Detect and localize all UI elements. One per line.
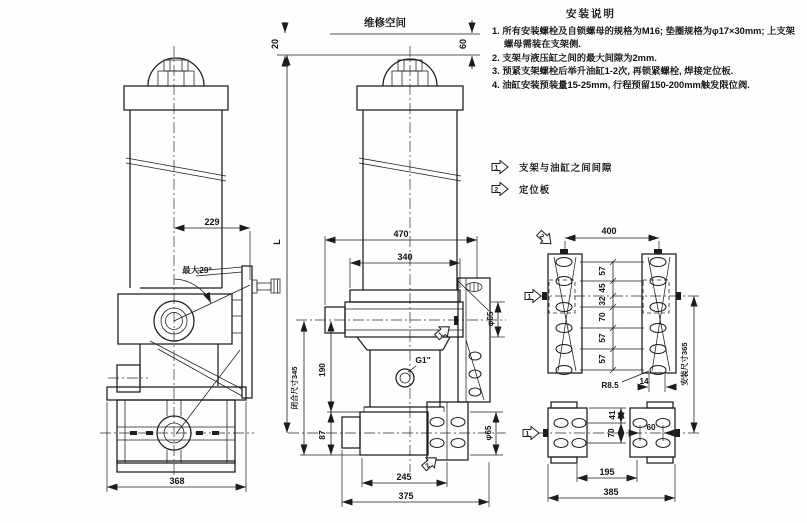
legend-item-plate xyxy=(491,181,612,196)
lower-mount-tube xyxy=(360,412,428,455)
dim-chain-4: 57 xyxy=(598,333,607,343)
callout-locating-plate-lower xyxy=(420,453,441,473)
cylinder-side-view xyxy=(100,46,280,492)
dim-87: 87 xyxy=(318,430,327,440)
dim-L: L xyxy=(272,239,282,245)
callout-gap-bracket xyxy=(523,427,539,440)
max-angle-label: 最大29° xyxy=(182,265,212,275)
base-top-plate xyxy=(107,387,246,400)
callout-locating-plate-top xyxy=(535,228,556,248)
mounting-brackets-view xyxy=(523,402,700,502)
cylinder-head-collar xyxy=(124,86,228,110)
bracket-left xyxy=(548,408,587,457)
dim-chain-5: 57 xyxy=(598,354,607,364)
dim-14: 14 xyxy=(639,377,649,386)
note-item-2: 2. 支架与液压缸之间的最大间隙为2mm. xyxy=(492,52,657,63)
note-item-3: 3. 预紧支架螺栓后举升油缸1-2次, 再锁紧螺栓, 焊接定位板. xyxy=(492,66,734,77)
dim-229: 229 xyxy=(204,217,220,227)
dim-385: 385 xyxy=(603,487,619,497)
dim-470: 470 xyxy=(393,229,409,239)
dim-chain-1: 45 xyxy=(598,283,607,293)
dim-service-height: 60 xyxy=(458,38,468,50)
installation-notes xyxy=(492,6,795,92)
callout-gap-left xyxy=(525,290,541,303)
dim-closed-345: 闭合尺寸345 xyxy=(290,366,299,410)
limit-valve-block xyxy=(117,365,140,392)
notes-title: 安装说明 xyxy=(566,8,616,20)
note-item-4: 4. 油缸安装预装量15-25mm, 行程预留150-200mm触发限位阀. xyxy=(492,79,750,90)
legend-item-gap xyxy=(491,159,612,174)
callout-arrow-icon xyxy=(491,182,510,196)
callout-gap-trunnion xyxy=(433,322,454,342)
svg-text:1: 1 xyxy=(494,164,499,172)
dim-60: 60 xyxy=(646,423,656,432)
legend-label-plate: 定位板 xyxy=(519,183,551,195)
dim-install-365: 安装尺寸365 xyxy=(680,342,689,386)
dim-70: 70 xyxy=(607,428,616,438)
dim-400: 400 xyxy=(601,226,617,236)
dim-dia65-trunnion: φ65 xyxy=(486,311,495,327)
maintenance-space-annotation xyxy=(270,16,480,69)
cylinder-front-view xyxy=(272,46,506,507)
dim-375: 375 xyxy=(398,491,414,501)
support-plate-edge xyxy=(242,266,252,398)
svg-text:1: 1 xyxy=(525,430,530,438)
maintenance-space-label: 维修空间 xyxy=(364,17,406,29)
dim-195: 195 xyxy=(599,467,615,477)
svg-text:2: 2 xyxy=(494,186,499,194)
locating-plate-lower xyxy=(427,402,468,460)
dim-chain-2: 32 xyxy=(598,296,607,306)
port-label: G1" xyxy=(415,355,431,365)
clamp-bolt xyxy=(252,279,280,293)
callout-arrow-icon xyxy=(491,160,510,174)
dim-dia65-tube: φ65 xyxy=(484,425,493,441)
dim-41: 41 xyxy=(608,410,617,420)
slot-holes xyxy=(556,258,666,375)
rod-eye-dome xyxy=(148,58,204,86)
svg-text:1: 1 xyxy=(437,331,445,339)
dim-r85: R8.5 xyxy=(601,381,619,390)
dim-245: 245 xyxy=(396,472,412,482)
svg-text:2: 2 xyxy=(424,462,432,470)
callout-legend xyxy=(491,159,612,203)
legend-label-gap: 支架与油缸之间间隙 xyxy=(519,161,613,173)
svg-text:2: 2 xyxy=(537,232,546,241)
dim-chain-0: 57 xyxy=(598,266,607,276)
dim-190: 190 xyxy=(318,363,327,377)
dim-368: 368 xyxy=(169,476,185,486)
dim-chain-3: 70 xyxy=(598,312,607,322)
bracket-right xyxy=(630,408,675,457)
dim-340: 340 xyxy=(397,252,413,262)
dim-top-gap: 20 xyxy=(270,38,280,50)
oil-port xyxy=(396,369,414,387)
svg-text:1: 1 xyxy=(527,293,532,301)
note-item-1: 1. 所有安装螺栓及自锁螺母的规格为M16; 垫圈规格为φ17×30mm; 上支架螺母需装在支架侧. xyxy=(492,26,795,50)
